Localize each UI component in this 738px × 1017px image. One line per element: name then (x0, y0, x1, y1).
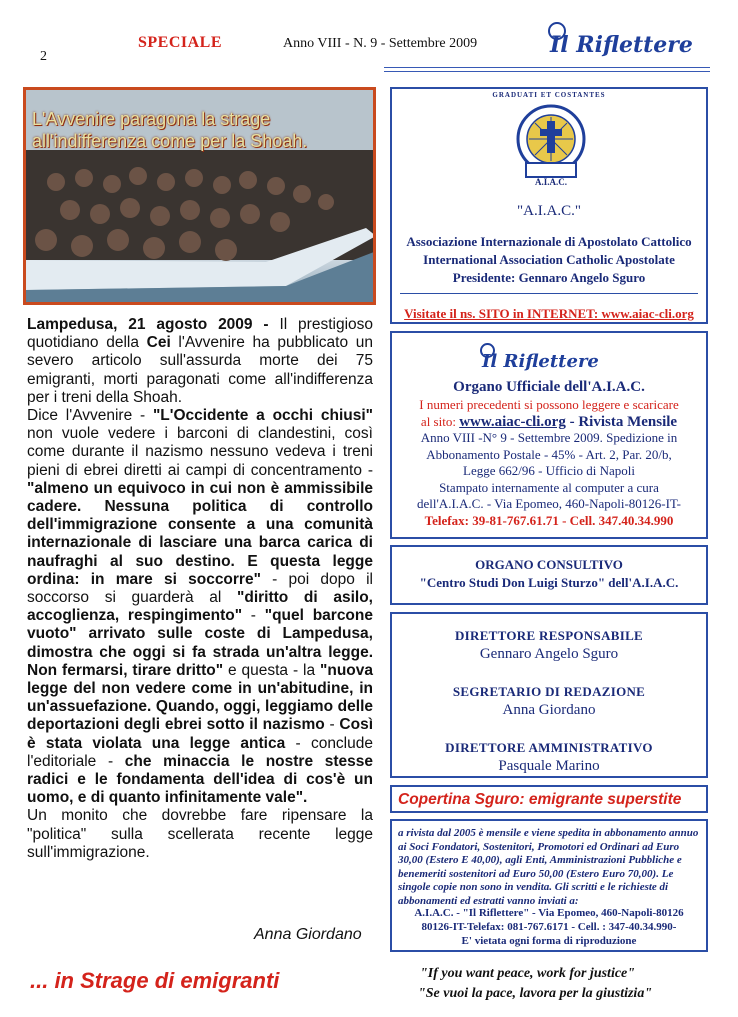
logo-text: Il Riflettere (550, 32, 693, 58)
bold-run: Così è stata violata una legge antica (27, 716, 373, 752)
monthly-label: - Rivista Mensile (565, 413, 678, 430)
site-link[interactable]: www.aiac-cli.org (459, 413, 566, 430)
bold-run: Lampedusa, 21 agosto 2009 - (27, 316, 280, 333)
emblem-motto: GRADUATI ET COSTANTES (492, 91, 606, 99)
bold-run: Cei (146, 334, 171, 352)
header-rule (384, 71, 710, 72)
role-heading: DIRETTORE RESPONSABILE (454, 628, 644, 643)
text-run: Il prestigioso quotidiano della (27, 316, 374, 352)
text-run: - conclude l'editoriale - (27, 734, 373, 770)
footer-quote-english: "If you want peace, work for justice" (420, 966, 636, 981)
bold-run: "diritto di asilo, accoglienza, respingimento" (27, 589, 373, 625)
aiac-website-link[interactable]: Visitate il ns. SITO in INTERNET: www.aiac-cli.org (404, 306, 694, 321)
photo-caption: L'Avvenire paragona la strage all'indifferenza come per la Shoah. (32, 109, 308, 151)
text-run: - (242, 607, 265, 625)
riflettere-info-box (390, 331, 708, 539)
address-line: A.I.A.C. - "Il Riflettere" - Via Epomeo, 460-Napoli-80126 (414, 907, 684, 919)
issue-info: Anno VIII - N. 9 - Settembre 2009 (283, 36, 478, 51)
role-heading: DIRETTORE AMMINISTRATIVO (445, 740, 653, 755)
text-run: Un monito che dovrebbe fare ripensare la "politica" sulla scellerata recente legge sull'immigrazione. (27, 807, 373, 861)
masthead-logo (548, 22, 718, 64)
page-number: 2 (40, 49, 47, 64)
aiac-emblem-icon (512, 99, 590, 183)
article-author: Anna Giordano (254, 926, 362, 943)
site-prefix: al sito: (420, 413, 460, 429)
aiac-info-box (390, 87, 708, 324)
role-name: Anna Giordano (502, 702, 596, 718)
riflettere-logo-text: Il Riflettere (482, 351, 599, 372)
organo-title: Organo Ufficiale dell'A.I.A.C. (453, 379, 645, 395)
role-heading: SEGRETARIO DI REDAZIONE (452, 684, 646, 699)
text-run: - poi dopo il soccorso si guarderà al (27, 570, 373, 607)
article-paragraph (27, 407, 373, 807)
role-name: Gennaro Angelo Sguro (479, 646, 619, 662)
article-body (27, 316, 373, 862)
contact-line: 80126-IT-Telefax: 081-767.6171 - Cell. : 347-40.34.990- (421, 921, 677, 933)
details-line: Abbonamento Postale - 45% - Art. 2, Par. 20/b, (426, 446, 672, 462)
bold-run: "L'Occidente a occhi chiusi" (152, 407, 373, 425)
aiac-description (392, 233, 706, 287)
article-paragraph (27, 807, 373, 862)
aiac-title: "A.I.A.C." (517, 203, 581, 219)
archive-note: I numeri precedenti si possono leggere e scaricare (419, 397, 679, 412)
divider (400, 293, 698, 294)
bold-run: "nuova legge del non vedere come in un'abitudine, in un'assuefazione. Quando, oggi, leggiamo delle deportazioni degli ebrei sotto il nazismo (27, 661, 373, 734)
aiac-line-italian: Associazione Internazionale di Apostolato Cattolico (406, 234, 692, 249)
copyright-line: E' vietata ogni forma di riproduzione (461, 935, 637, 947)
cover-credit: Copertina Sguro: emigrante superstite (398, 791, 682, 808)
text-run: non vuole vedere i barconi di clandestini, così come durante il nazismo nessuno vedeva i treni pieni di ebrei diretti ai campi di concentramento - (27, 425, 373, 479)
aiac-president: Presidente: Gennaro Angelo Sguro (452, 270, 646, 285)
text-run: - (324, 716, 340, 734)
bold-run: "quel barcone vuoto" arrivato sulle coste di Lampedusa, dimostra che oggi si fa strada un'altra legge. Non fermarsi, tirare dritto" (27, 607, 373, 679)
text-run: Dice l'Avvenire - (27, 407, 153, 425)
cover-credit-box (390, 785, 708, 813)
role-name: Pasquale Marino (498, 758, 600, 774)
consultivo-heading: ORGANO CONSULTIVO (475, 557, 623, 572)
phone-line: Telefax: 39-81-767.61.71 - Cell. 347.40.34.990 (424, 512, 674, 528)
migrant-boat-photo (23, 87, 376, 305)
footer-quote-italian: "Se vuoi la pace, lavora per la giustizia" (418, 986, 653, 1001)
details-line: Anno VIII -N° 9 - Settembre 2009. Spedizione in (420, 430, 678, 445)
details-line: Stampato internamente al computer a cura (439, 479, 659, 495)
consultivo-name: "Centro Studi Don Luigi Sturzo" dell'A.I.A.C. (419, 575, 679, 590)
details-line: Legge 662/96 - Ufficio di Napoli (463, 463, 635, 478)
details-line: dell'A.I.A.C. - Via Epomeo, 460-Napoli-80126-IT- (416, 496, 682, 511)
article-paragraph (27, 316, 373, 407)
riflettere-logo (480, 343, 630, 373)
footer-headline: ... in Strage di emigranti (30, 968, 280, 993)
emblem-label: A.I.A.C. (534, 177, 567, 187)
text-run: l'Avvenire ha pubblicato un severo articolo sull'assurda morte dei 75 emigranti, morti paragonati come all'indifferenza per i treni della Shoah. (27, 334, 373, 406)
bold-run: che minaccia le nostre stesse radici e le fondamenta dell'idea di cos'è un uomo, e di quanto infinitamente vale". (27, 752, 374, 807)
subscription-info-box (390, 819, 708, 952)
site-line (392, 414, 706, 431)
aiac-line-english: International Association Catholic Apostolate (423, 252, 675, 267)
header-rule (384, 67, 710, 68)
subscription-text: a rivista dal 2005 è mensile e viene spedita in abbonamento annuo ai Soci Fondatori, Sostenitori, Promotori ed Ordinari ad Euro 30,00 (Estero E 40,00), agli Enti, Amministrazioni Pubbliche e benemeriti sostenitori ad Euro 50,00 (Estero Euro 70,00). Le singole copie non sono in vendita. Gli scritti e le richieste di abbonamenti ed estratti vanno inviati a: (398, 827, 699, 907)
editorial-staff-box (390, 612, 708, 778)
bold-run: "almeno un equivoco in cui non è ammissibile cadere. Nessuna politica di controllo dell'immigrazione consente a una comunità internazionale di lasciare una barca carica di naufraghi al suo destino. E questa legge ordina: in mare si soccorre" (27, 479, 373, 588)
organo-consultivo-box (390, 545, 708, 605)
section-label: SPECIALE (138, 34, 223, 51)
text-run: e questa - la (223, 661, 320, 679)
riflettere-details (392, 377, 706, 529)
